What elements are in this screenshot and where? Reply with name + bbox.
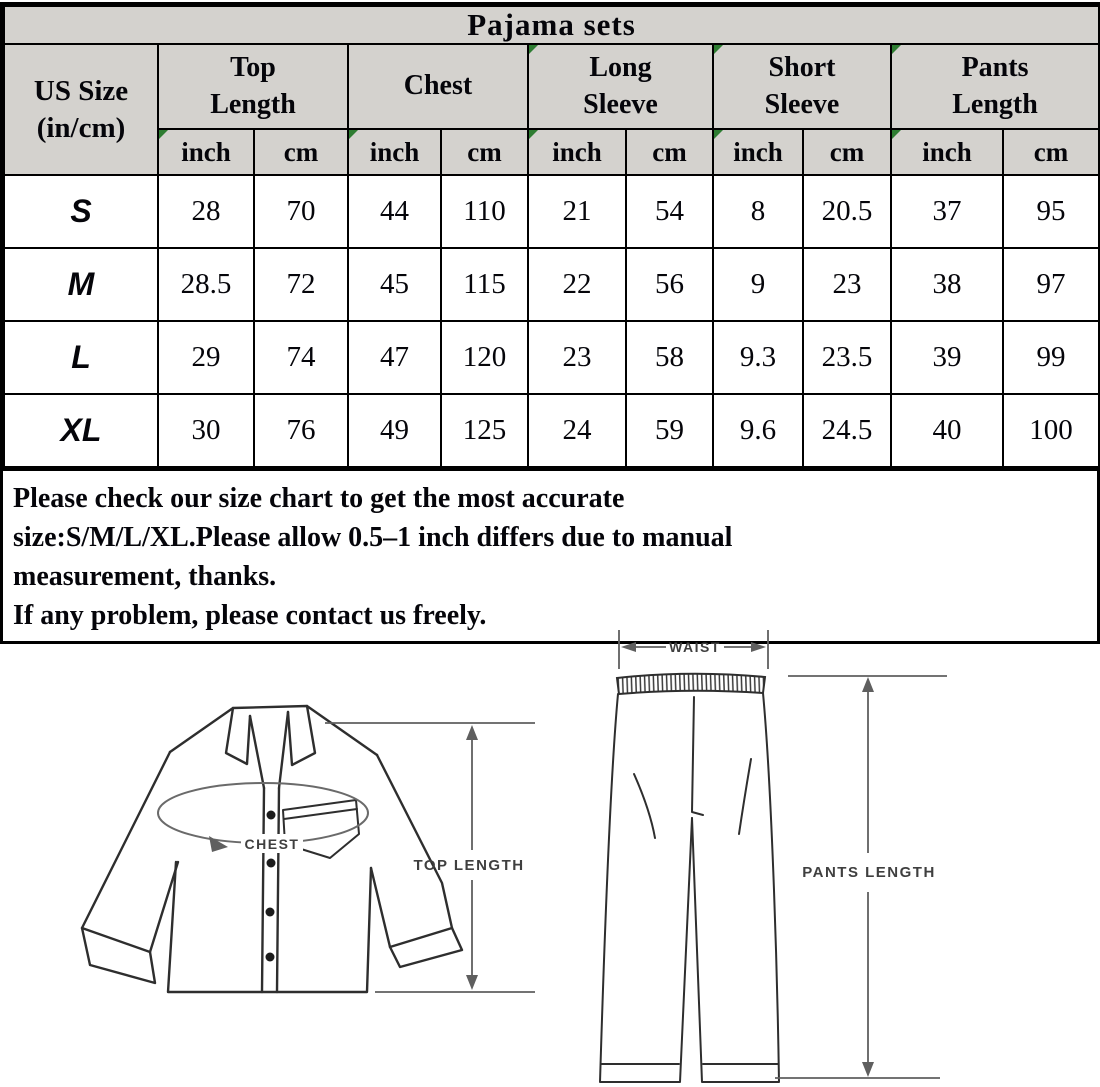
- measurement-diagram: [0, 623, 1100, 1087]
- waist-arrow: [619, 630, 768, 669]
- unit-header-cm: cm: [803, 129, 891, 175]
- unit-header-inch: inch: [528, 129, 626, 175]
- note-line: measurement, thanks.: [13, 561, 277, 592]
- unit-header-cm: cm: [1003, 129, 1099, 175]
- size-label: M: [4, 248, 158, 321]
- top-length-label: TOP LENGTH: [413, 857, 525, 874]
- unit-header-inch: inch: [158, 129, 254, 175]
- button-dot: [266, 953, 275, 962]
- corner-header-line2: (in/cm): [36, 111, 126, 144]
- note-line: If any problem, please contact us freely.: [13, 600, 487, 631]
- note-text: [3, 468, 1097, 641]
- unit-header-cm: cm: [626, 129, 713, 175]
- unit-header-cm: cm: [441, 129, 528, 175]
- button-dot: [267, 811, 276, 820]
- waist-label: WAIST: [669, 639, 721, 655]
- group-header-long-sleeve: Long Sleeve: [528, 44, 713, 129]
- corner-header-line1: US Size: [33, 75, 129, 108]
- unit-header-inch: inch: [713, 129, 803, 175]
- size-label: S: [4, 175, 158, 248]
- chest-label: CHEST: [244, 836, 300, 852]
- corner-header-us-size: [4, 44, 158, 175]
- size-chart-table: [3, 5, 1100, 468]
- table-title: Pajama sets: [4, 6, 1099, 44]
- table-row-l: L 29 74 47 120 23 58 9.3 23.5 39 99: [4, 321, 1099, 394]
- group-header-pants-length: Pants Length: [891, 44, 1099, 129]
- group-header-top-length: Top Length: [158, 44, 348, 129]
- pajama-top-drawing: [82, 706, 535, 992]
- button-dot: [266, 908, 275, 917]
- pants-length-arrow: [775, 676, 947, 1078]
- unit-header-cm: cm: [254, 129, 348, 175]
- note-line: Please check our size chart to get the most accurate: [13, 483, 625, 514]
- size-label: L: [4, 321, 158, 394]
- top-length-arrow: [325, 723, 535, 992]
- size-label: XL: [4, 394, 158, 467]
- pajama-pants-drawing: [600, 630, 947, 1082]
- unit-header-inch: inch: [348, 129, 441, 175]
- size-chart: [0, 2, 1100, 644]
- note-line: size:S/M/L/XL.Please allow 0.5–1 inch differs due to manual: [13, 522, 733, 553]
- group-header-short-sleeve: Short Sleeve: [713, 44, 891, 129]
- unit-header-inch: inch: [891, 129, 1003, 175]
- table-row-s: S 28 70 44 110 21 54 8 20.5 37 95: [4, 175, 1099, 248]
- pants-length-label: PANTS LENGTH: [802, 864, 936, 881]
- button-dot: [267, 859, 276, 868]
- table-row-m: M 28.5 72 45 115 22 56 9 23 38 97: [4, 248, 1099, 321]
- table-row-xl: XL 30 76 49 125 24 59 9.6 24.5 40 100: [4, 394, 1099, 467]
- group-header-chest: Chest: [348, 44, 528, 129]
